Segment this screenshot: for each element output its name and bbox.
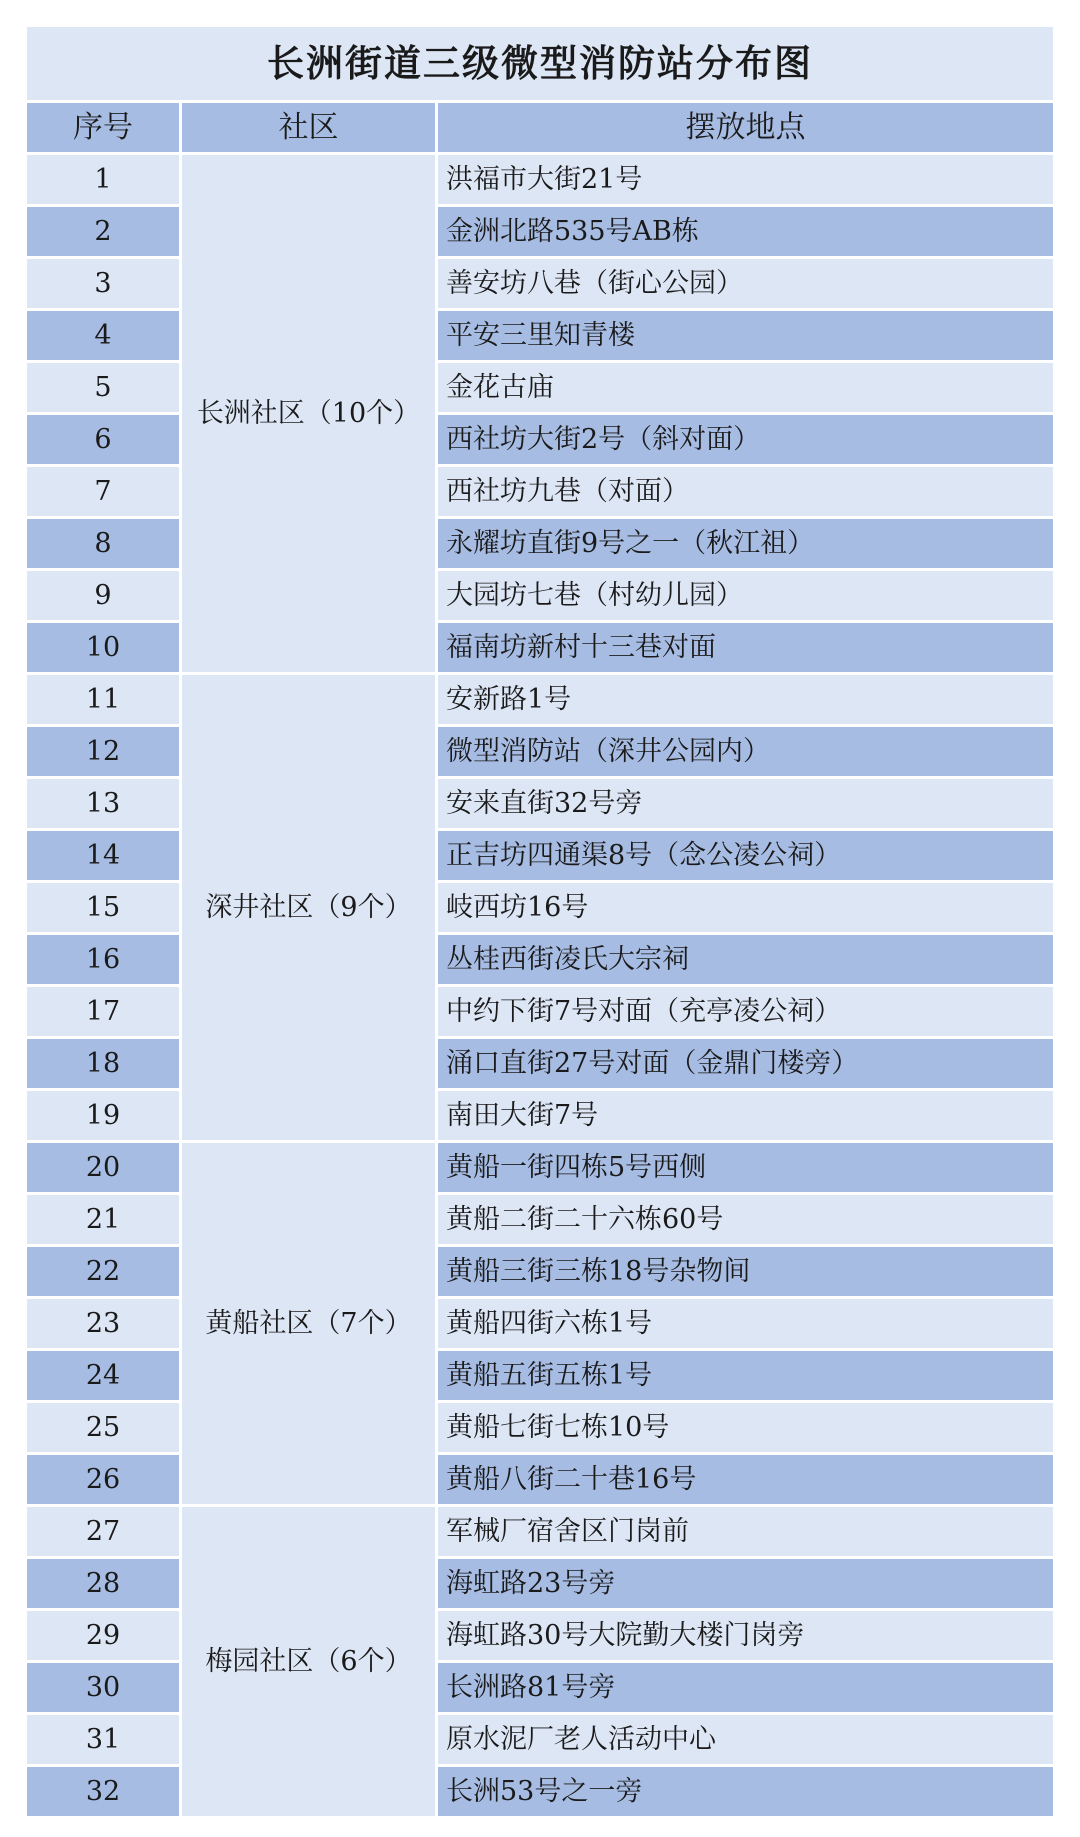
row-index: 8 bbox=[26, 518, 181, 570]
table-row bbox=[26, 934, 1055, 986]
row-index: 16 bbox=[26, 934, 181, 986]
row-location: 涌口直街27号对面（金鼎门楼旁） bbox=[437, 1038, 1055, 1090]
header-index: 序号 bbox=[26, 102, 181, 154]
row-location: 金洲北路535号AB栋 bbox=[437, 206, 1055, 258]
table-row bbox=[26, 1454, 1055, 1506]
row-location: 西社坊九巷（对面） bbox=[437, 466, 1055, 518]
row-index: 19 bbox=[26, 1090, 181, 1142]
table-row bbox=[26, 1402, 1055, 1454]
row-location: 丛桂西街凌氏大宗祠 bbox=[437, 934, 1055, 986]
header-location: 摆放地点 bbox=[437, 102, 1055, 154]
row-index: 24 bbox=[26, 1350, 181, 1402]
row-location: 黄船八街二十巷16号 bbox=[437, 1454, 1055, 1506]
row-location: 岐西坊16号 bbox=[437, 882, 1055, 934]
header-community: 社区 bbox=[181, 102, 437, 154]
fire-station-table bbox=[24, 24, 1056, 1819]
row-location: 海虹路23号旁 bbox=[437, 1558, 1055, 1610]
row-index: 11 bbox=[26, 674, 181, 726]
table-row bbox=[26, 206, 1055, 258]
row-index: 26 bbox=[26, 1454, 181, 1506]
row-location: 黄船四街六栋1号 bbox=[437, 1298, 1055, 1350]
community-name: 梅园社区（6个） bbox=[181, 1506, 437, 1818]
row-index: 27 bbox=[26, 1506, 181, 1558]
table-row bbox=[26, 1194, 1055, 1246]
row-index: 10 bbox=[26, 622, 181, 674]
table-row bbox=[26, 726, 1055, 778]
table-row bbox=[26, 1662, 1055, 1714]
row-location: 黄船五街五栋1号 bbox=[437, 1350, 1055, 1402]
table-row bbox=[26, 1350, 1055, 1402]
row-location: 南田大街7号 bbox=[437, 1090, 1055, 1142]
row-index: 4 bbox=[26, 310, 181, 362]
row-location: 西社坊大街2号（斜对面） bbox=[437, 414, 1055, 466]
row-index: 14 bbox=[26, 830, 181, 882]
table-row bbox=[26, 414, 1055, 466]
table-row bbox=[26, 362, 1055, 414]
row-index: 5 bbox=[26, 362, 181, 414]
community-name: 长洲社区（10个） bbox=[181, 154, 437, 674]
row-index: 23 bbox=[26, 1298, 181, 1350]
row-index: 12 bbox=[26, 726, 181, 778]
table-row bbox=[26, 1610, 1055, 1662]
row-location: 军械厂宿舍区门岗前 bbox=[437, 1506, 1055, 1558]
row-location: 安新路1号 bbox=[437, 674, 1055, 726]
table-row bbox=[26, 1298, 1055, 1350]
row-index: 2 bbox=[26, 206, 181, 258]
table-row bbox=[26, 1142, 1055, 1194]
table-row bbox=[26, 1558, 1055, 1610]
row-index: 29 bbox=[26, 1610, 181, 1662]
row-location: 黄船七街七栋10号 bbox=[437, 1402, 1055, 1454]
row-index: 30 bbox=[26, 1662, 181, 1714]
row-index: 15 bbox=[26, 882, 181, 934]
table-row bbox=[26, 466, 1055, 518]
community-name: 黄船社区（7个） bbox=[181, 1142, 437, 1506]
row-index: 21 bbox=[26, 1194, 181, 1246]
row-index: 28 bbox=[26, 1558, 181, 1610]
table-row bbox=[26, 830, 1055, 882]
table-row bbox=[26, 310, 1055, 362]
table-row bbox=[26, 1038, 1055, 1090]
row-location: 原水泥厂老人活动中心 bbox=[437, 1714, 1055, 1766]
table-row bbox=[26, 674, 1055, 726]
row-location: 中约下街7号对面（充亭凌公祠） bbox=[437, 986, 1055, 1038]
row-location: 永耀坊直街9号之一（秋江祖） bbox=[437, 518, 1055, 570]
table-row bbox=[26, 986, 1055, 1038]
row-location: 正吉坊四通渠8号（念公凌公祠） bbox=[437, 830, 1055, 882]
row-location: 大园坊七巷（村幼儿园） bbox=[437, 570, 1055, 622]
table-row bbox=[26, 518, 1055, 570]
row-index: 18 bbox=[26, 1038, 181, 1090]
row-index: 9 bbox=[26, 570, 181, 622]
row-index: 7 bbox=[26, 466, 181, 518]
row-index: 1 bbox=[26, 154, 181, 206]
table-row bbox=[26, 1766, 1055, 1818]
row-index: 32 bbox=[26, 1766, 181, 1818]
table-title: 长洲街道三级微型消防站分布图 bbox=[26, 26, 1055, 102]
table-row bbox=[26, 1246, 1055, 1298]
row-location: 海虹路30号大院勤大楼门岗旁 bbox=[437, 1610, 1055, 1662]
row-location: 黄船三街三栋18号杂物间 bbox=[437, 1246, 1055, 1298]
row-location: 平安三里知青楼 bbox=[437, 310, 1055, 362]
row-index: 13 bbox=[26, 778, 181, 830]
row-index: 31 bbox=[26, 1714, 181, 1766]
community-name: 深井社区（9个） bbox=[181, 674, 437, 1142]
row-index: 3 bbox=[26, 258, 181, 310]
row-location: 黄船一街四栋5号西侧 bbox=[437, 1142, 1055, 1194]
row-location: 洪福市大街21号 bbox=[437, 154, 1055, 206]
row-location: 福南坊新村十三巷对面 bbox=[437, 622, 1055, 674]
table-row bbox=[26, 778, 1055, 830]
header-row bbox=[26, 102, 1055, 154]
table-row bbox=[26, 1714, 1055, 1766]
row-location: 长洲53号之一旁 bbox=[437, 1766, 1055, 1818]
table-row bbox=[26, 570, 1055, 622]
row-index: 17 bbox=[26, 986, 181, 1038]
row-index: 22 bbox=[26, 1246, 181, 1298]
row-index: 20 bbox=[26, 1142, 181, 1194]
title-row bbox=[26, 26, 1055, 102]
table-row bbox=[26, 1506, 1055, 1558]
row-index: 6 bbox=[26, 414, 181, 466]
table-row bbox=[26, 258, 1055, 310]
row-location: 黄船二街二十六栋60号 bbox=[437, 1194, 1055, 1246]
table-row bbox=[26, 154, 1055, 206]
row-location: 长洲路81号旁 bbox=[437, 1662, 1055, 1714]
row-index: 25 bbox=[26, 1402, 181, 1454]
table-row bbox=[26, 882, 1055, 934]
row-location: 善安坊八巷（街心公园） bbox=[437, 258, 1055, 310]
table-row bbox=[26, 622, 1055, 674]
row-location: 金花古庙 bbox=[437, 362, 1055, 414]
table-row bbox=[26, 1090, 1055, 1142]
row-location: 微型消防站（深井公园内） bbox=[437, 726, 1055, 778]
row-location: 安来直街32号旁 bbox=[437, 778, 1055, 830]
